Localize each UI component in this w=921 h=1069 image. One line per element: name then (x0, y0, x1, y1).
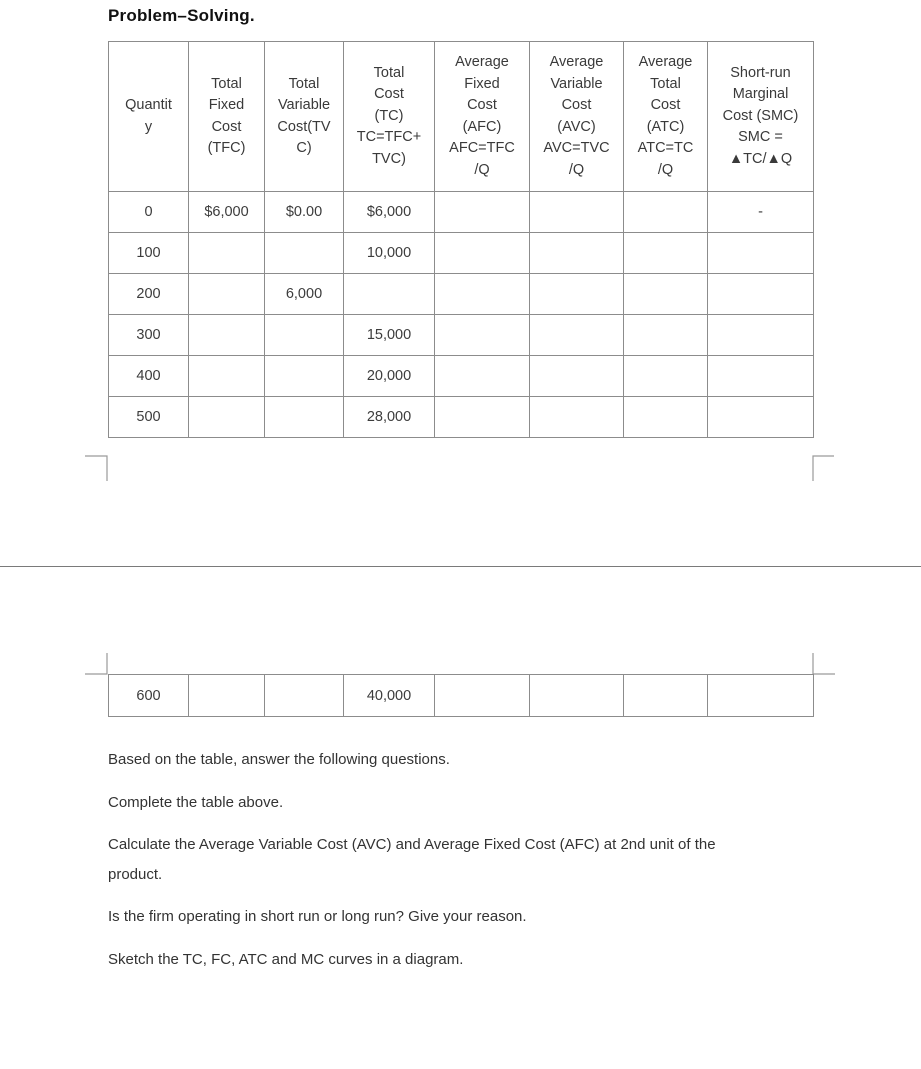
column-header-line: TVC) (372, 150, 406, 167)
table-cell: $0.00 (265, 192, 344, 233)
table-cell: 40,000 (344, 675, 435, 717)
column-header-line: Short-run (730, 64, 791, 81)
table-cell (708, 274, 814, 315)
column-header-line: Variable (550, 75, 603, 92)
table-cell (435, 315, 530, 356)
question-short-long-run: Is the firm operating in short run or long run? Give your reason. (108, 908, 527, 925)
column-header-line: TC=TFC+ (356, 129, 422, 146)
table-cell (708, 397, 814, 438)
crop-corner-left-lower (85, 653, 109, 675)
table-header-row (109, 42, 814, 192)
column-header-line: Marginal (732, 86, 789, 103)
table-cell (435, 356, 530, 397)
table-row (109, 397, 814, 438)
table-cell: 20,000 (344, 356, 435, 397)
table-cell (265, 675, 344, 717)
table-cell (708, 675, 814, 717)
column-header-line: Fixed (208, 97, 245, 113)
table-cell (189, 315, 265, 356)
table-cell (530, 192, 624, 233)
table-cell (708, 356, 814, 397)
table-cell (530, 397, 624, 438)
column-header-line: Fixed (464, 75, 500, 92)
table-cell (344, 274, 435, 315)
column-header (624, 42, 708, 192)
table-row (109, 192, 814, 233)
column-header-line: (AVC) (557, 118, 596, 135)
table-cell (530, 356, 624, 397)
column-header-line: ATC=TC (637, 140, 694, 156)
page-title: Problem–Solving. (108, 6, 255, 25)
column-header-line: Quantit (125, 97, 172, 113)
table-cell (435, 192, 530, 233)
column-header-line: Cost(TV (277, 118, 331, 135)
column-header (265, 42, 344, 192)
column-header-line: AFC=TFC (449, 140, 515, 156)
column-header (708, 42, 814, 192)
table-cell (265, 397, 344, 438)
column-header-line: Average (638, 54, 693, 70)
table-row (109, 675, 814, 717)
column-header-line: Cost (467, 97, 497, 113)
table-cell (265, 315, 344, 356)
table-cell: 100 (109, 233, 189, 274)
table-cell (435, 274, 530, 315)
table-cell: 15,000 (344, 315, 435, 356)
column-header-line: Cost (211, 118, 242, 135)
column-header-line: Average (549, 54, 604, 70)
column-header (109, 42, 189, 192)
table-row (109, 315, 814, 356)
table-cell (189, 397, 265, 438)
column-header-line: Total (288, 75, 320, 92)
column-header-line: (AFC) (462, 118, 502, 135)
cost-table (108, 41, 814, 438)
table-cell (189, 233, 265, 274)
column-header-line: Total (373, 64, 405, 81)
column-header (189, 42, 265, 192)
column-header-line: Total (650, 75, 681, 92)
column-header-line: SMC = (738, 129, 783, 146)
table-cell (530, 315, 624, 356)
crop-corner-right (812, 455, 836, 481)
question-complete-table: Complete the table above. (108, 794, 284, 811)
table-cell (435, 675, 530, 717)
column-header-line: Cost (561, 97, 592, 113)
table-cell: 300 (109, 315, 189, 356)
column-header-line: /Q (474, 161, 490, 178)
column-header-line: ▲TC/▲Q (728, 150, 793, 167)
table-row (109, 274, 814, 315)
table-cell: 28,000 (344, 397, 435, 438)
table-cell (530, 675, 624, 717)
column-header-line: Average (455, 54, 509, 70)
table-cell: 0 (109, 192, 189, 233)
table-cell: 200 (109, 274, 189, 315)
table-cell (265, 233, 344, 274)
question-calculate-line1: Calculate the Average Variable Cost (AVC) and Average Fixed Cost (AFC) at 2nd unit of the (108, 836, 716, 853)
column-header-line: (TC) (374, 107, 404, 124)
table-cell: 600 (109, 675, 189, 717)
crop-corner-right-lower (812, 653, 836, 675)
column-header-line: Cost (650, 97, 681, 113)
table-cell: 6,000 (265, 274, 344, 315)
table-cell (624, 233, 708, 274)
table-cell (189, 356, 265, 397)
column-header-line: Total (211, 75, 242, 92)
table-cell: 10,000 (344, 233, 435, 274)
table-cell: $6,000 (344, 192, 435, 233)
table-cell (265, 356, 344, 397)
table-cell (530, 274, 624, 315)
question-calculate-line2: product. (108, 866, 163, 883)
table-cell (189, 274, 265, 315)
table-cell: $6,000 (189, 192, 265, 233)
column-header-line: /Q (657, 161, 674, 178)
table-cell (435, 397, 530, 438)
cost-table-continued (108, 674, 814, 717)
table-cell (624, 274, 708, 315)
column-header-line: (ATC) (646, 118, 685, 135)
table-cell (435, 233, 530, 274)
table-cell (189, 675, 265, 717)
table-cell: 400 (109, 356, 189, 397)
column-header-line: (TFC) (207, 140, 246, 156)
column-header-line: C) (296, 140, 312, 156)
column-header (530, 42, 624, 192)
instruction-text: Based on the table, answer the following questions. (108, 751, 450, 768)
column-header-line: Variable (277, 97, 331, 113)
column-header-line: Cost (SMC) (722, 107, 799, 124)
column-header-line: AVC=TVC (543, 140, 610, 156)
column-header-line: /Q (568, 161, 585, 178)
column-header-line: y (144, 118, 153, 135)
table-cell (624, 315, 708, 356)
column-header (344, 42, 435, 192)
column-header-line: Cost (374, 86, 404, 103)
page-divider (0, 566, 921, 567)
table-cell (530, 233, 624, 274)
table-cell (624, 192, 708, 233)
column-header (435, 42, 530, 192)
crop-corner-left (85, 455, 109, 481)
table-cell (624, 397, 708, 438)
question-sketch-curves: Sketch the TC, FC, ATC and MC curves in a diagram. (108, 951, 464, 968)
table-row (109, 233, 814, 274)
table-cell (624, 675, 708, 717)
table-cell (708, 315, 814, 356)
table-cell: 500 (109, 397, 189, 438)
table-cell (708, 233, 814, 274)
table-row (109, 356, 814, 397)
table-cell (624, 356, 708, 397)
table-cell: - (708, 192, 814, 233)
